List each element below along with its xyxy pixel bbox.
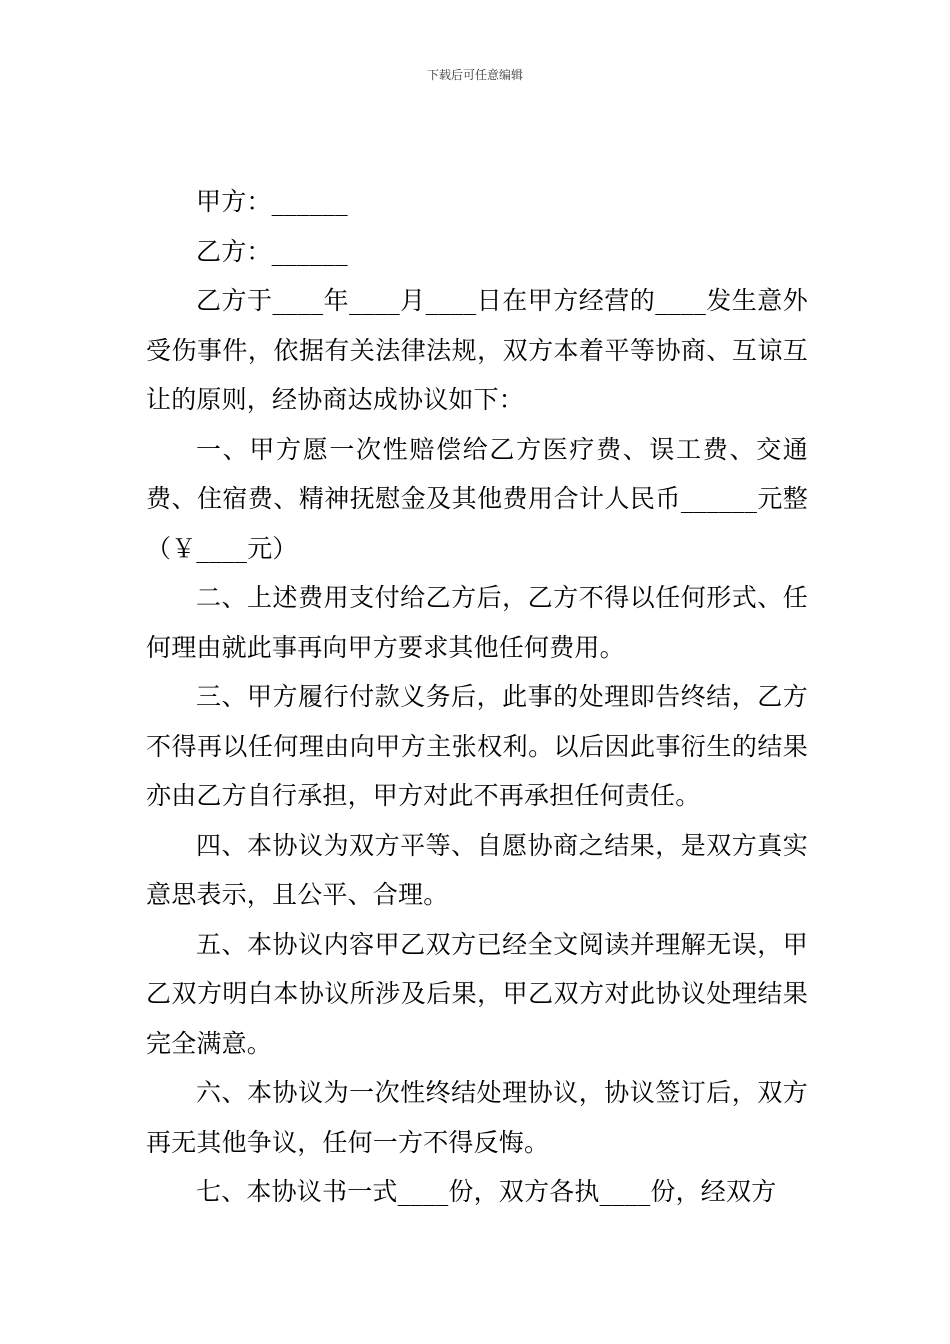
party-a-line: 甲方：______ (196, 187, 348, 216)
clause-4: 四、本协议为双方平等、自愿协商之结果，是双方真实意思表示，且公平、合理。 (146, 830, 808, 909)
header-note: 下载后可任意编辑 (426, 68, 523, 82)
clause-6: 六、本协议为一次性终结处理协议，协议签订后，双方再无其他争议，任何一方不得反悔。 (146, 1078, 808, 1157)
intro-paragraph: 乙方于____年____月____日在甲方经营的____发生意外受伤事件，依据有关法律法规，双方本着平等协商、互谅互让的原则，经协商达成协议如下： (146, 286, 808, 414)
clause-7: 七、本协议书一式____份，双方各执____份，经双方 (196, 1177, 777, 1206)
clause-2: 二、上述费用支付给乙方后，乙方不得以任何形式、任何理由就此事再向甲方要求其他任何费用。 (146, 583, 808, 662)
clause-1: 一、甲方愿一次性赔偿给乙方医疗费、误工费、交通费、住宿费、精神抚慰金及其他费用合计人民币______元整（￥____元） (146, 434, 808, 563)
clause-5: 五、本协议内容甲乙双方已经全文阅读并理解无误，甲乙双方明白本协议所涉及后果，甲乙双方对此协议处理结果完全满意。 (146, 929, 808, 1058)
party-b-line: 乙方：______ (196, 236, 348, 266)
clause-3: 三、甲方履行付款义务后，此事的处理即告终结，乙方不得再以任何理由向甲方主张权利。以后因此事衍生的结果亦由乙方自行承担，甲方对此不再承担任何责任。 (146, 682, 808, 810)
agreement-body (146, 177, 808, 1217)
